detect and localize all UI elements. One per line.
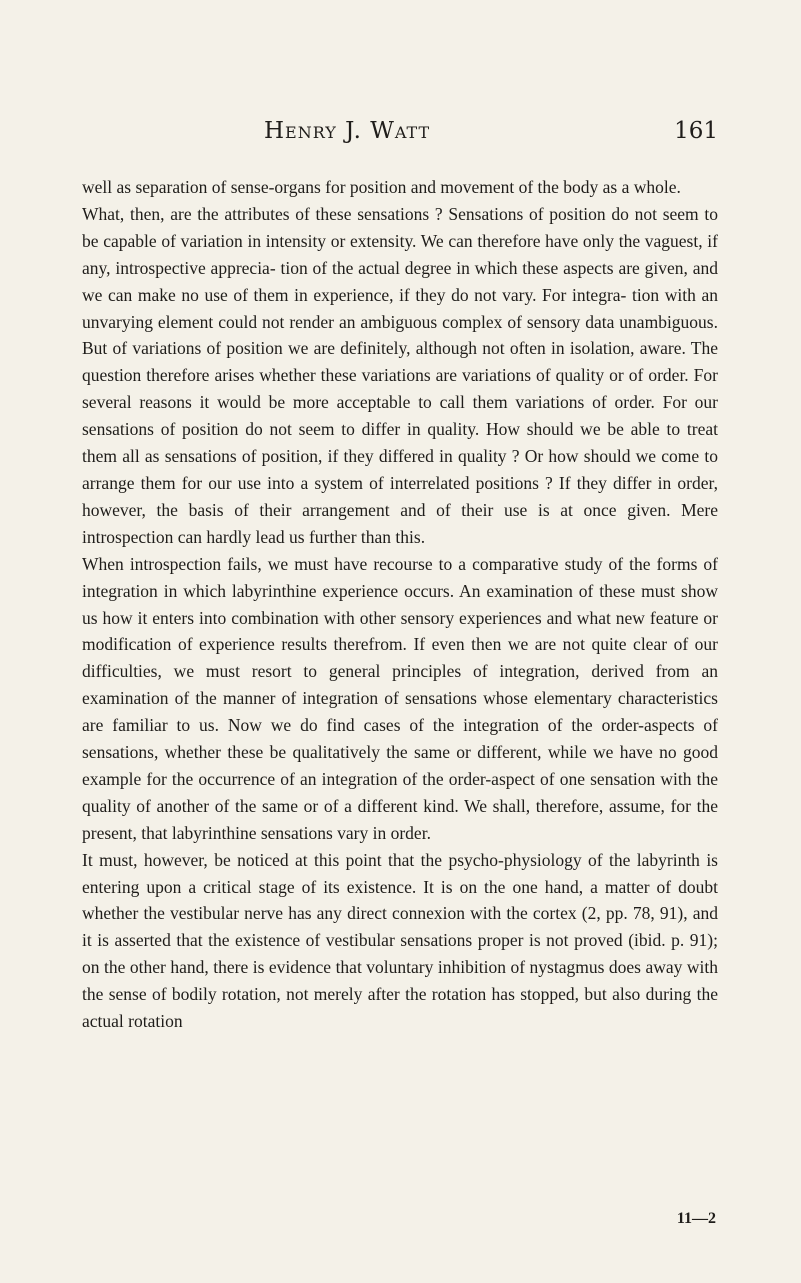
paragraph-4: It must, however, be noticed at this point that the psycho-physiology of the labyrinth is entering upon a critical stage of its existence. It is on the one hand, a matter of doubt whether the vestibular nerve has any direct connexion with the cortex (2, pp. 78, 91), and it is asserted that the existence of vestibular sensations proper is not proved (ibid. p. 91); on the other hand, there is evidence that voluntary inhibition of nystagmus does away with the sense of bodily rotation, not merely after the rotation has stopped, but also during the actual rotation <box>82 849 718 1032</box>
paragraph-2: What, then, are the attributes of these sensations ? Sensations of position do not seem to be capable of variation in intensity or extensity. We can therefore have only the vaguest, if any, introspective apprecia- tion of the actual degree in which these aspects are given, and we can make no use of them in experience, if they do not vary. For integra- tion with an unvarying element could not render an ambiguous complex of sensory data unambiguous. But of variations of position we are definitely, although not often in isolation, aware. The question therefore arises whether these variations are variations of quality or of order. For several reasons it would be more acceptable to call them variations of order. For our sensations of position do not seem to differ in quality. How should we be able to treat them all as sensations of position, if they differed in quality ? Or how should we come to arrange them for our use into a system of interrelated positions ? If they differ in order, however, the basis of their arrangement and of their use is at once given. Mere introspection can hardly lead us further than this. <box>82 203 718 547</box>
body-text <box>82 174 718 1035</box>
page-number: 161 <box>674 118 718 144</box>
running-head: Henry J. Watt <box>264 118 431 144</box>
page-header <box>82 118 718 152</box>
paragraph-1: well as separation of sense-organs for position and movement of the body as a whole. <box>82 177 681 197</box>
paragraph-3: When introspection fails, we must have recourse to a comparative study of the forms of integration in which labyrinthine experience occurs. An examination of these must show us how it enters into combination with other sensory experiences and what new feature or modification of experience results therefrom. If even then we are not quite clear of our difficulties, we must resort to general principles of integration, derived from an examination of the manner of integration of sensations whose elementary characteristics are familiar to us. Now we do find cases of the integration of the order-aspects of sensations, whether these be qualitatively the same or different, while we have no good example for the occurrence of an integration of the order-aspect of one sensation with the quality of another of the same or of a different kind. We shall, therefore, assume, for the present, that labyrinthine sensations vary in order. <box>82 553 718 843</box>
signature-mark: 11—2 <box>676 1210 716 1227</box>
